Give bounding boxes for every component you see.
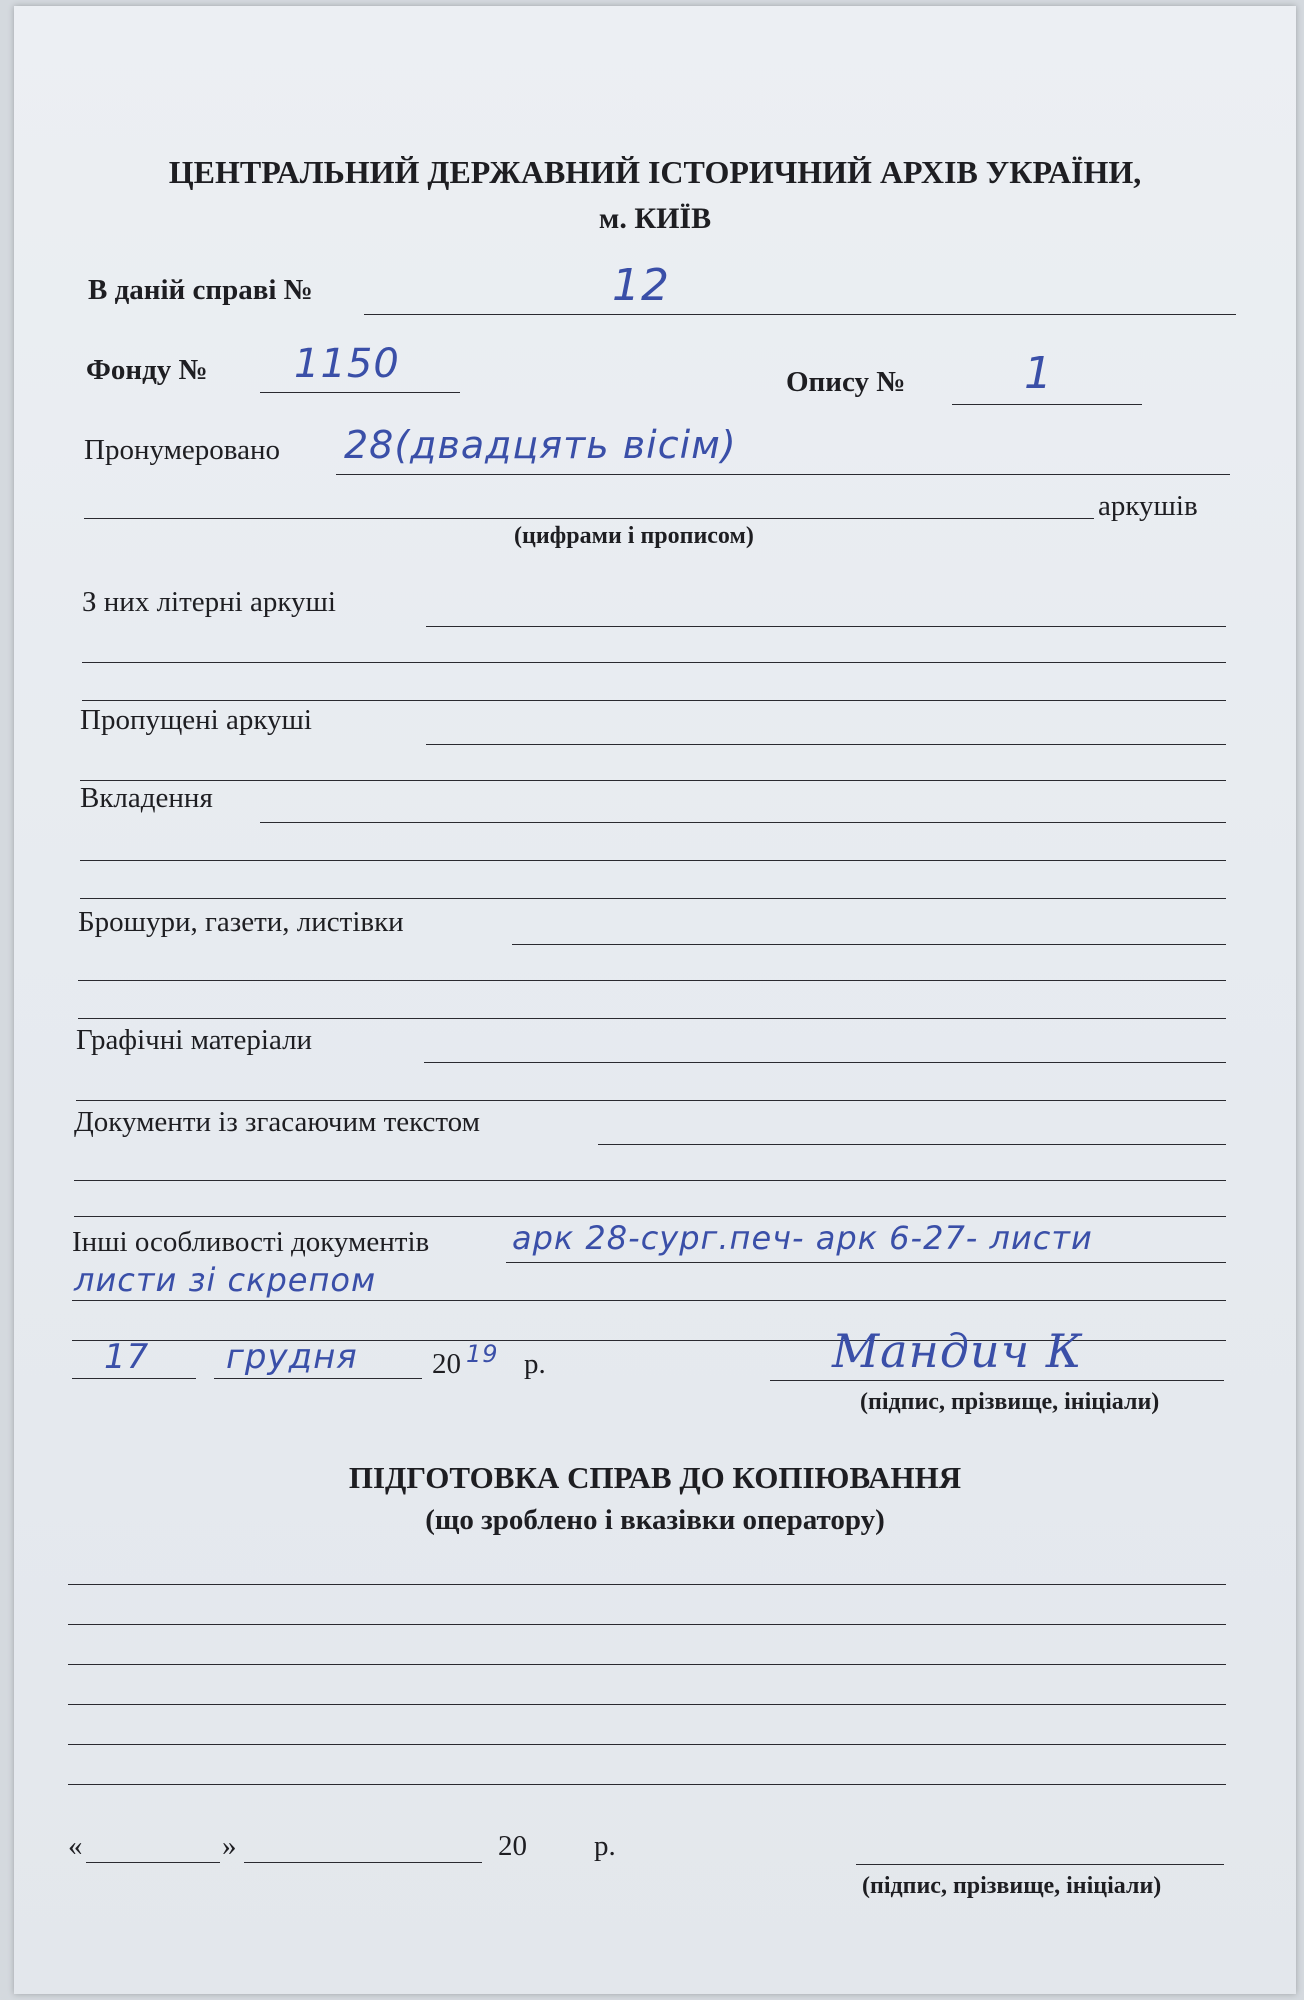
archive-form-page: [14, 6, 1296, 1994]
numbered-caption: (цифрами і прописом): [514, 523, 754, 549]
date2-day-line: [86, 1862, 220, 1863]
signature1-caption: (підпис, прізвище, ініціали): [860, 1389, 1160, 1415]
brochures-line-3: [78, 1018, 1226, 1019]
instructions-line-3: [68, 1664, 1226, 1665]
graphics-line-2: [76, 1100, 1226, 1101]
missing-line-2: [80, 780, 1226, 781]
signature2-line: [856, 1864, 1224, 1865]
instructions-line-6: [68, 1784, 1226, 1785]
opys-label: Опису №: [786, 366, 906, 398]
instructions-line-5: [68, 1744, 1226, 1745]
graphics-line-1: [424, 1062, 1226, 1063]
other-value-line1: арк 28-сург.печ- арк 6-27- листи: [512, 1219, 1093, 1257]
litera-line-1: [426, 626, 1226, 627]
brochures-label: Брошури, газети, листівки: [78, 906, 404, 938]
other-line-2: [72, 1300, 1226, 1301]
date2-r: р.: [594, 1830, 616, 1862]
archive-city: м. КИЇВ: [598, 202, 712, 235]
fading-label: Документи із згасаючим текстом: [74, 1106, 480, 1138]
date1-year-prefix: 20: [432, 1348, 461, 1380]
fond-value: 1150: [294, 341, 400, 387]
signature1-line: [770, 1380, 1224, 1381]
litera-line-3: [82, 700, 1226, 701]
numbered-line-1: [336, 474, 1230, 475]
section2-subtitle: (що зроблено і вказівки оператору): [425, 1504, 885, 1536]
case-number-line: [364, 314, 1236, 315]
numbered-value: 28(двадцять вісім): [344, 423, 737, 467]
litera-line-2: [82, 662, 1226, 663]
fond-label: Фонду №: [86, 354, 208, 386]
opys-value: 1: [1024, 348, 1053, 399]
date1-month: грудня: [226, 1337, 358, 1377]
archive-title: ЦЕНТРАЛЬНИЙ ДЕРЖАВНИЙ ІСТОРИЧНИЙ АРХІВ УКРАЇНИ,: [168, 154, 1142, 190]
case-number-value: 12: [612, 260, 670, 311]
date1-day-line: [72, 1378, 196, 1379]
brochures-line-1: [512, 944, 1226, 945]
missing-label: Пропущені аркуші: [80, 704, 312, 736]
attachments-line-2: [80, 860, 1226, 861]
date2-month-line: [244, 1862, 482, 1863]
attachments-label: Вкладення: [80, 782, 213, 814]
section2-title: ПІДГОТОВКА СПРАВ ДО КОПІЮВАННЯ: [348, 1460, 962, 1495]
attachments-line-3: [80, 898, 1226, 899]
instructions-line-1: [68, 1584, 1226, 1585]
missing-line-1: [426, 744, 1226, 745]
other-line-1: [506, 1262, 1226, 1263]
date2-open-quote: «: [68, 1830, 83, 1862]
opys-line: [952, 404, 1142, 405]
numbered-suffix: аркушів: [1098, 490, 1198, 522]
fond-line: [260, 392, 460, 393]
instructions-line-2: [68, 1624, 1226, 1625]
fading-line-1: [598, 1144, 1226, 1145]
date1-year-suffix: 19: [466, 1340, 499, 1368]
signature1-value: Мандич К: [832, 1324, 1083, 1378]
brochures-line-2: [78, 980, 1226, 981]
fading-line-2: [74, 1180, 1226, 1181]
litera-label: З них літерні аркуші: [82, 586, 336, 618]
graphics-label: Графічні матеріали: [76, 1024, 313, 1056]
date2-year-prefix: 20: [498, 1830, 527, 1862]
date1-day: 17: [104, 1337, 150, 1377]
fading-line-3: [74, 1216, 1226, 1217]
other-value-line2: листи зі скрепом: [74, 1261, 377, 1299]
signature2-caption: (підпис, прізвище, ініціали): [862, 1873, 1162, 1899]
attachments-line-1: [260, 822, 1226, 823]
case-number-label: В даній справі №: [88, 274, 313, 306]
numbered-label: Пронумеровано: [84, 434, 281, 466]
date1-r: р.: [524, 1348, 546, 1380]
numbered-line-2: [84, 518, 1094, 519]
instructions-line-4: [68, 1704, 1226, 1705]
date2-close-quote: »: [222, 1830, 237, 1862]
date1-month-line: [214, 1378, 422, 1379]
other-label: Інші особливості документів: [72, 1226, 430, 1258]
